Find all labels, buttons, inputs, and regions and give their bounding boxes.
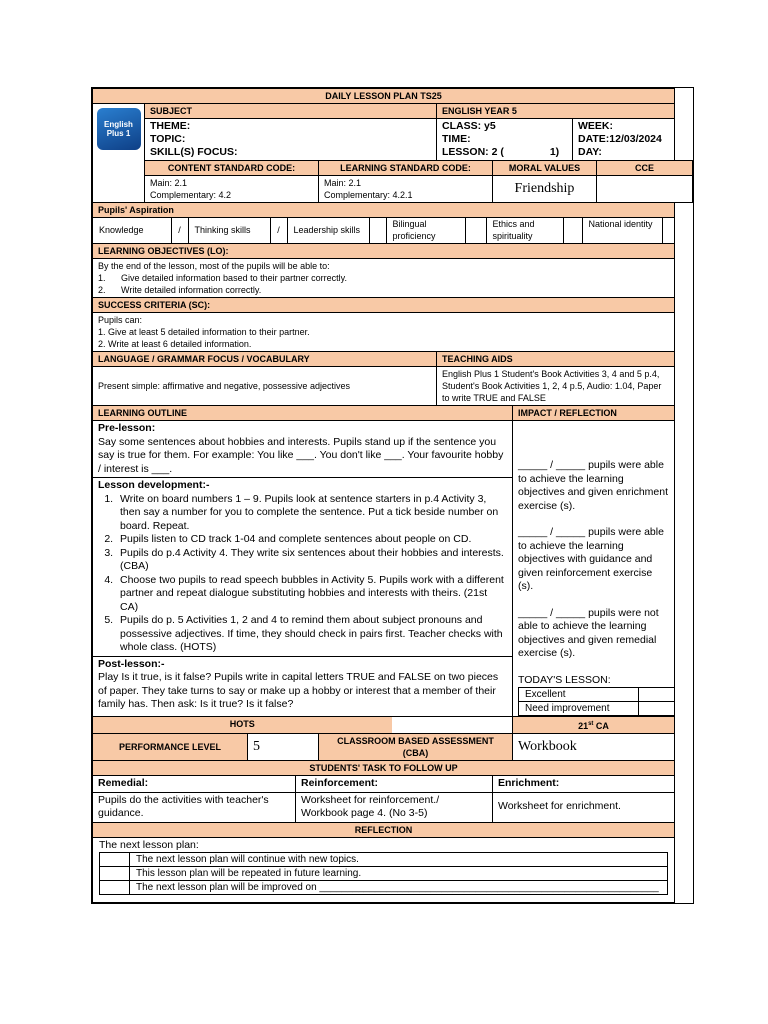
performance-level-value: 5 [248, 734, 319, 761]
subject-label: SUBJECT [145, 104, 437, 119]
todays-lesson-table [518, 687, 675, 716]
objectives-body: By the end of the lesson, most of the pupils will be able to: 1. Give detailed information based to their partner correctly. 2. Write detailed information correctly. [93, 259, 675, 298]
aspiration-ethics-mark [563, 218, 582, 243]
reflection-intro: The next lesson plan: [99, 838, 199, 851]
outline-body [93, 421, 513, 717]
dev-item: 5. Pupils do p. 5 Activities 1, 2 and 4 to remind them about subject pronouns and possessive adjectives. If time, they should check in pairs first. Teacher checks with whole class. (HOTS) [116, 614, 507, 655]
success-body: Pupils can: 1. Give at least 5 detailed information to their partner. 2. Write at least 6 detailed information. [93, 313, 675, 352]
impact-remedial: _____ / _____ pupils were not able to achieve the learning objectives and given remedial exercise (s). [518, 606, 659, 659]
content-standard: Main: 2.1 Complementary: 4.2 [145, 176, 319, 203]
followup-label: STUDENTS' TASK TO FOLLOW UP [93, 761, 675, 776]
page-title: DAILY LESSON PLAN TS25 [93, 89, 675, 104]
reinforcement-value: Worksheet for reinforcement./ Workbook page 4. (No 3-5) [296, 792, 493, 822]
language-label: LANGUAGE / GRAMMAR FOCUS / VOCABULARY [93, 352, 437, 367]
impact-body [513, 421, 675, 717]
post-lesson: Post-lesson:- Play Is it true, is it false? Pupils write in capital letters TRUE and FALSE on two pieces of paper. They take turns to say or make up a hobby or interest that a member of their family has. Then ask: Is it true? Is it false? [98, 657, 499, 710]
reflection-check-3[interactable] [100, 881, 130, 895]
skills-label: SKILL(S) FOCUS: [150, 146, 238, 158]
enrichment-label: Enrichment: [493, 776, 675, 793]
pre-lesson: Pre-lesson: Say some sentences about hobbies and interests. Pupils stand up if the sentence you say is true for them. For example: You like ___. You don't like ___. Your favourite hobby / interest is ___. [93, 421, 512, 478]
outline-label: LEARNING OUTLINE [93, 406, 513, 421]
dev-item: 1. Write on board numbers 1 – 9. Pupils look at sentence starters in p.4 Activity 3, then say a number for you to complete the sentence. Put a tick beside number on board. Repeat. [116, 493, 507, 534]
aspiration-bilingual: Bilingual proficiency [386, 218, 465, 243]
ca-label: 21st CA [513, 717, 675, 734]
aspiration-knowledge-mark: / [171, 218, 188, 243]
lesson-plan-table [92, 88, 693, 903]
aspiration-row [93, 218, 675, 244]
objectives-label: LEARNING OBJECTIVES (LO): [93, 244, 675, 259]
reflection-body [93, 837, 675, 903]
performance-level-label: PERFORMANCE LEVEL [93, 734, 248, 761]
reflection-check-1[interactable] [100, 853, 130, 867]
dev-item: 2. Pupils listen to CD track 1-04 and complete sentences about people on CD. [116, 533, 507, 547]
lesson-plan [91, 87, 694, 904]
hots-label: HOTS [93, 717, 392, 734]
header-mid [437, 119, 573, 161]
learning-standard-label: LEARNING STANDARD CODE: [319, 161, 493, 176]
day-label: DAY: [578, 146, 602, 158]
hots-value [392, 717, 513, 734]
week-label: WEEK: [578, 120, 613, 132]
logo-cell [93, 104, 145, 203]
lesson-label: LESSON: 2 ( 1) [442, 146, 560, 158]
cce-label: CCE [597, 161, 693, 176]
impact-label: IMPACT / REFLECTION [513, 406, 675, 421]
reflection-options [99, 852, 668, 895]
learning-standard: Main: 2.1 Complementary: 4.2.1 [319, 176, 493, 203]
header-right [573, 119, 675, 161]
remedial-label: Remedial: [93, 776, 296, 793]
dev-item: 3. Pupils do p.4 Activity 4. They write six sentences about their hobbies and interests. (CBA) [116, 547, 507, 574]
needs-improvement-mark[interactable] [639, 702, 675, 716]
topic-label: TOPIC: [150, 133, 186, 145]
content-standard-label: CONTENT STANDARD CODE: [145, 161, 319, 176]
aspiration-national: National identity [582, 218, 662, 243]
cba-label: CLASSROOM BASED ASSESSMENT (CBA) [319, 734, 513, 761]
aspiration-thinking-mark: / [270, 218, 287, 243]
needs-improvement-label: Need improvement [519, 702, 639, 716]
reflection-label: REFLECTION [93, 822, 675, 837]
moral-value: Friendship [493, 176, 597, 203]
aspiration-leadership-mark [369, 218, 386, 243]
cce-value [597, 176, 693, 203]
theme-label: THEME: [150, 120, 191, 132]
excellent-mark[interactable] [639, 688, 675, 702]
excellent-label: Excellent [519, 688, 639, 702]
lesson-development: Lesson development:- 1. Write on board numbers 1 – 9. Pupils look at sentence starters in p.4 Activity 3, then say a number for you to complete the sentence. Put a tick beside number on board. Repeat. 2. Pupils listen to CD track 1-04 and complete sentences about people on CD. 3. Pupils do p.4 Activity 4. They write six sentences about their hobbies and interests. (CBA) 4. Choose two pupils to read speech bubbles in Activity 5. Pupils work with a different partner and repeat dialogue substituting hobbies and interests with theirs. (21st CA) 5. Pupils do p. 5 Activities 1, 2 and 4 to remind them about subject pronouns and possessive adjectives. If time, they should check in pairs first. Teacher checks with whole class. (HOTS) [93, 478, 512, 657]
date-label: DATE:12/03/2024 [578, 133, 662, 145]
remedial-value: Pupils do the activities with teacher's guidance. [93, 792, 296, 822]
language-value: Present simple: affirmative and negative, possessive adjectives [93, 367, 437, 406]
header-left [145, 119, 437, 161]
class-label: CLASS: y5 [442, 120, 496, 132]
aids-value: English Plus 1 Student's Book Activities 3, 4 and 5 p.4, Student's Book Activities 1, 2, 4 p.5, Audio: 1.04, Paper to write TRUE and FALSE [437, 367, 675, 406]
aspiration-national-mark [662, 218, 675, 243]
reinforcement-label: Reinforcement: [296, 776, 493, 793]
aspiration-label: Pupils' Aspiration [93, 203, 675, 218]
reflection-option-1: The next lesson plan will continue with new topics. [130, 853, 668, 867]
impact-reinforcement: _____ / _____ pupils were able to achieve the learning objectives with guidance and given reinforcement exercise (s). [518, 526, 664, 592]
cba-value: Workbook [513, 734, 675, 761]
aspiration-ethics: Ethics and spirituality [486, 218, 563, 243]
reflection-option-3: The next lesson plan will be improved on _____________________________________________________________ [130, 881, 668, 895]
aspiration-knowledge: Knowledge [93, 218, 171, 243]
aspiration-bilingual-mark [465, 218, 486, 243]
moral-values-label: MORAL VALUES [493, 161, 597, 176]
subject-value: ENGLISH YEAR 5 [437, 104, 675, 119]
time-label: TIME: [442, 133, 471, 145]
aids-label: TEACHING AIDS [437, 352, 675, 367]
dev-item: 4. Choose two pupils to read speech bubbles in Activity 5. Pupils work with a different partner and repeat dialogue substituting hobbies and interests with theirs. (21st CA) [116, 574, 507, 615]
impact-enrichment: _____ / _____ pupils were able to achieve the learning objectives and given enrichment exercise (s). [518, 459, 669, 512]
success-label: SUCCESS CRITERIA (SC): [93, 298, 675, 313]
todays-lesson-label: TODAY'S LESSON: [518, 673, 611, 686]
english-plus-logo: English Plus 1 [97, 108, 141, 150]
aspiration-thinking: Thinking skills [188, 218, 270, 243]
reflection-check-2[interactable] [100, 867, 130, 881]
enrichment-value: Worksheet for enrichment. [493, 792, 675, 822]
aspiration-leadership: Leadership skills [287, 218, 369, 243]
reflection-option-2: This lesson plan will be repeated in future learning. [130, 867, 668, 881]
